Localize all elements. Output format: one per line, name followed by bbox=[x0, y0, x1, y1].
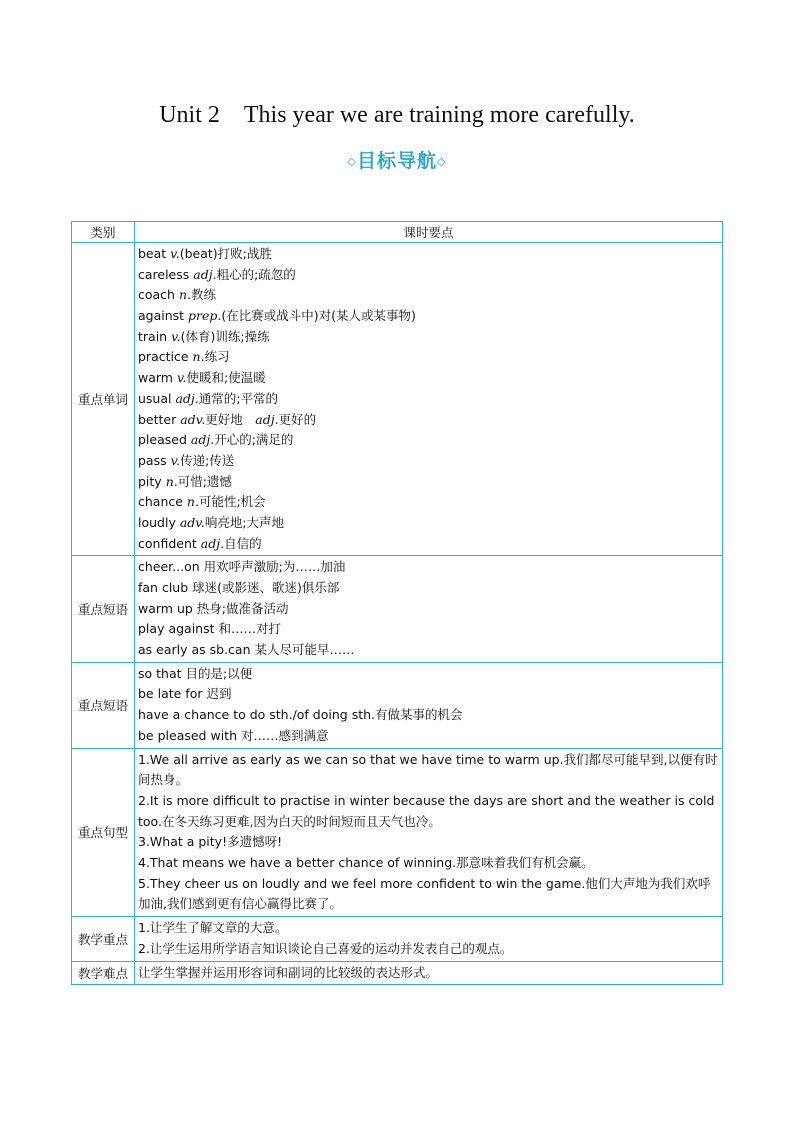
phrase-item: be pleased with 对……感到满意 bbox=[138, 727, 329, 743]
phrase-item: cheer...on 用欢呼声激励;为……加油 bbox=[138, 559, 346, 575]
header-points: 课时要点 bbox=[135, 222, 723, 243]
vocab-pos: n. bbox=[192, 349, 205, 365]
vocab-item bbox=[138, 472, 722, 493]
category-sentences: 重点句型 bbox=[72, 748, 135, 917]
vocab-meaning: 可惜;遗憾 bbox=[177, 473, 232, 489]
vocab-meaning: 使暖和;使温暖 bbox=[186, 370, 266, 386]
phrase-item: fan club 球迷(或影迷、歌迷)俱乐部 bbox=[138, 580, 340, 595]
vocab-meaning: 教练 bbox=[190, 287, 216, 303]
diamond-left-icon: ◇ bbox=[347, 155, 357, 168]
vocab-item bbox=[138, 389, 722, 410]
diamond-right-icon: ◇ bbox=[437, 155, 447, 168]
vocab-item bbox=[138, 410, 722, 431]
vocab-item bbox=[138, 327, 722, 348]
vocab-word: practice bbox=[138, 349, 193, 365]
key-point-item: 2.让学生运用所学语言知识谈论自己喜爱的运动并发表自己的观点。 bbox=[138, 940, 513, 956]
vocab-meaning-2: 更好的 bbox=[278, 411, 317, 427]
difficulty-list bbox=[135, 961, 723, 985]
phrase-item: be late for 迟到 bbox=[138, 686, 232, 702]
phrase-item: have a chance to do sth./of doing sth.有做某事的机会 bbox=[138, 707, 463, 723]
vocab-meaning: 响亮地;大声地 bbox=[204, 514, 285, 530]
vocab-pos: adv. bbox=[180, 411, 206, 427]
vocab-item bbox=[138, 285, 722, 306]
vocab-pos: adj. bbox=[200, 535, 225, 551]
vocab-word: careless bbox=[138, 266, 194, 282]
vocab-pos: adj. bbox=[193, 266, 217, 282]
phrase-item: so that 目的是;以便 bbox=[138, 665, 253, 681]
sentence-item: 4.That means we have a better chance of winning.那意味着我们有机会赢。 bbox=[138, 855, 594, 871]
section-heading-text: 目标导航 bbox=[356, 150, 437, 172]
header-category: 类别 bbox=[72, 222, 135, 243]
vocab-pos-2: adj. bbox=[255, 411, 279, 427]
phrase-item: as early as sb.can 某人尽可能早…… bbox=[138, 642, 355, 658]
section-heading bbox=[0, 146, 794, 173]
phrase-list-1 bbox=[135, 556, 723, 662]
vocab-pos: prep. bbox=[188, 308, 222, 324]
vocab-word: usual bbox=[138, 390, 176, 406]
vocab-item bbox=[138, 492, 722, 513]
page-title: Unit 2 This year we are training more carefully. bbox=[159, 102, 635, 128]
vocab-item bbox=[138, 451, 722, 472]
vocab-pos: adv. bbox=[179, 514, 205, 530]
vocab-word: beat bbox=[138, 246, 171, 261]
vocab-pos: adj. bbox=[190, 432, 215, 448]
vocab-meaning: 更好地 bbox=[205, 411, 256, 427]
sentence-item: 2.It is more difficult to practise in winter because the days are short and the weather is cold too.在冬天练习更难,因为白天的时间短而且天气也冷。 bbox=[138, 792, 715, 829]
vocab-word: coach bbox=[138, 287, 179, 303]
vocab-word: against bbox=[138, 308, 189, 324]
vocab-item bbox=[138, 534, 722, 555]
key-point-list bbox=[135, 917, 723, 961]
vocab-meaning: 练习 bbox=[204, 349, 230, 365]
sentence-list bbox=[135, 748, 723, 917]
vocab-meaning: 通常的;平常的 bbox=[198, 390, 278, 406]
vocab-pos: n. bbox=[186, 494, 199, 510]
vocab-word: pass bbox=[138, 452, 171, 468]
phrase-item: warm up 热身;做准备活动 bbox=[138, 600, 289, 616]
key-point-item: 1.让学生了解文章的大意。 bbox=[138, 920, 288, 936]
vocab-item bbox=[138, 430, 722, 451]
vocab-item bbox=[138, 244, 722, 265]
vocab-meaning: 开心的;满足的 bbox=[214, 432, 294, 448]
category-vocab: 重点单词 bbox=[72, 243, 135, 556]
vocab-meaning: (在比赛或战斗中)对(某人或某事物) bbox=[221, 308, 416, 324]
vocab-word: better bbox=[138, 411, 181, 427]
vocab-meaning: 可能性;机会 bbox=[198, 494, 266, 510]
lesson-points-table bbox=[71, 221, 723, 985]
vocab-word: chance bbox=[138, 494, 187, 510]
vocab-pos: n. bbox=[165, 473, 178, 489]
phrase-list-2 bbox=[135, 662, 723, 748]
category-phrases-2: 重点短语 bbox=[72, 662, 135, 748]
vocab-meaning: (体育)训练;操练 bbox=[180, 328, 270, 344]
row-difficulty bbox=[72, 961, 723, 985]
vocab-item bbox=[138, 306, 722, 327]
sentence-item: 1.We all arrive as early as we can so that we have time to warm up.我们都尽可能早到,以便有时间热身。 bbox=[138, 751, 718, 788]
vocab-word: train bbox=[138, 328, 172, 344]
vocab-item bbox=[138, 347, 722, 368]
row-phrases-2 bbox=[72, 662, 723, 748]
vocab-pos: v. bbox=[176, 370, 187, 386]
vocab-list bbox=[135, 243, 723, 556]
vocab-meaning: (beat)打败;战胜 bbox=[179, 246, 272, 261]
phrase-item: play against 和……对打 bbox=[138, 621, 281, 637]
difficulty-item: 让学生掌握并运用形容词和副词的比较级的表达形式。 bbox=[138, 964, 439, 980]
vocab-word: warm bbox=[138, 370, 177, 386]
vocab-pos: n. bbox=[178, 287, 191, 303]
row-key-points bbox=[72, 917, 723, 961]
row-phrases-1 bbox=[72, 556, 723, 662]
vocab-pos: v. bbox=[171, 328, 181, 344]
category-key-points: 教学重点 bbox=[72, 917, 135, 961]
sentence-item: 5.They cheer us on loudly and we feel more confident to win the game.他们大声地为我们欢呼加油,我们感到更有信心赢得比赛了。 bbox=[138, 875, 711, 912]
vocab-item bbox=[138, 368, 722, 389]
vocab-meaning: 传递;传送 bbox=[180, 452, 235, 468]
row-vocab bbox=[72, 243, 723, 556]
table-header-row bbox=[72, 222, 723, 243]
vocab-word: pleased bbox=[138, 432, 191, 448]
category-phrases-1: 重点短语 bbox=[72, 556, 135, 662]
vocab-word: confident bbox=[138, 535, 201, 551]
vocab-meaning: 自信的 bbox=[224, 535, 262, 551]
vocab-word: loudly bbox=[138, 514, 180, 530]
sentence-item: 3.What a pity!多遗憾呀! bbox=[138, 834, 283, 850]
vocab-item bbox=[138, 513, 722, 534]
vocab-pos: v. bbox=[170, 246, 180, 261]
vocab-meaning: 粗心的;疏忽的 bbox=[216, 266, 296, 282]
vocab-pos: adj. bbox=[175, 390, 199, 406]
row-sentences bbox=[72, 748, 723, 917]
vocab-word: pity bbox=[138, 473, 166, 489]
vocab-pos: v. bbox=[170, 452, 181, 468]
vocab-item bbox=[138, 265, 722, 286]
category-difficulty: 教学难点 bbox=[72, 961, 135, 985]
